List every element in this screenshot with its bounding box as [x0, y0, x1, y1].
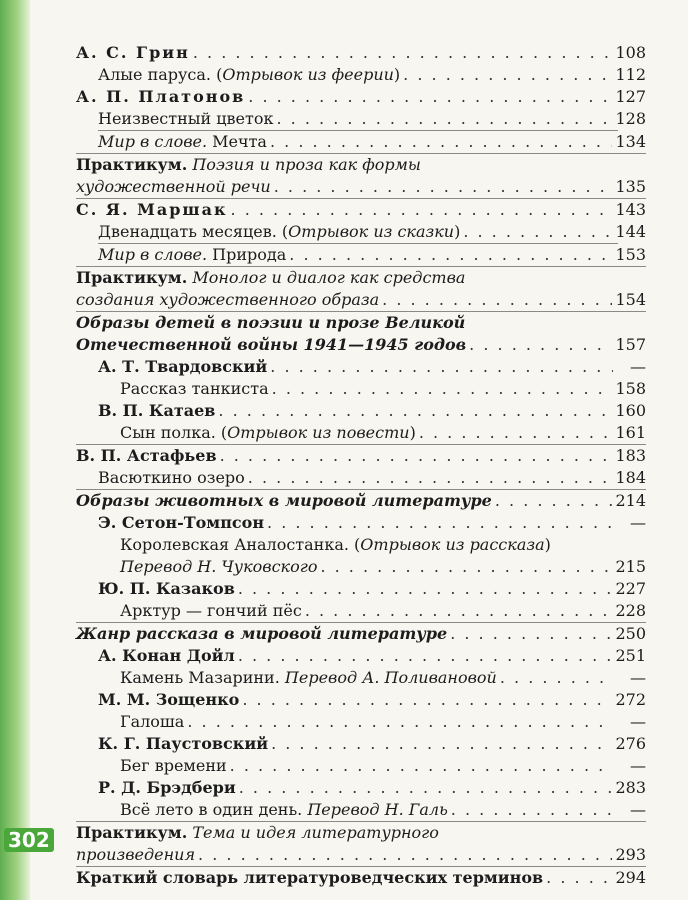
- toc-entry-beg-vremeni[interactable]: [76, 755, 646, 777]
- entry-page: 276: [615, 734, 646, 753]
- leader-dots: [220, 445, 613, 467]
- entry-page: 143: [615, 200, 646, 219]
- toc-entry-praktikum-tema-line1[interactable]: Практикум. Тема и идея литературного: [76, 823, 439, 842]
- entry-page: 157: [615, 335, 646, 354]
- entry-page: —: [630, 357, 646, 376]
- toc-entry-korolevskaya-analostanka[interactable]: [76, 556, 646, 578]
- leader-dots: [546, 867, 612, 889]
- entry-page: 250: [615, 624, 646, 643]
- leader-dots: [305, 600, 613, 622]
- entry-author: К. Г. Паустовский: [98, 734, 269, 753]
- entry-page: 283: [615, 778, 646, 797]
- entry-page: 214: [615, 491, 646, 510]
- leader-dots: [218, 400, 612, 422]
- entry-title: Отечественной войны 1941—1945 годов: [76, 335, 467, 354]
- leader-dots: [193, 42, 613, 64]
- entry-page: —: [630, 800, 646, 819]
- leader-dots: [382, 289, 612, 311]
- entry-author: В. П. Астафьев: [76, 446, 217, 465]
- entry-author: А. С. Грин: [76, 43, 190, 62]
- entry-author: Ю. П. Казаков: [98, 579, 235, 598]
- entry-title: Мир в слове. Мечта: [98, 132, 267, 151]
- entry-title: Всё лето в один день. Перевод Н. Галь: [120, 800, 448, 819]
- entry-page: 183: [615, 446, 646, 465]
- entry-page: 128: [615, 109, 646, 128]
- entry-page: 251: [615, 646, 646, 665]
- leader-dots: [270, 356, 613, 378]
- entry-page: 294: [615, 868, 646, 887]
- entry-title: Камень Мазарини. Перевод А. Поливановой: [120, 668, 497, 687]
- entry-page: 154: [615, 290, 646, 309]
- toc-entry-conan-doyle[interactable]: [76, 645, 646, 667]
- entry-title: Мир в слове. Природа: [98, 245, 287, 264]
- entry-author: С. Я. Маршак: [76, 200, 228, 219]
- leader-dots: [248, 86, 612, 108]
- leader-dots: [495, 490, 613, 512]
- entry-author: А. Конан Дойл: [98, 646, 235, 665]
- entry-page: 215: [615, 557, 646, 576]
- toc-entry-praktikum-poeziya[interactable]: [76, 176, 646, 198]
- leader-dots: [270, 131, 612, 153]
- entry-title: Двенадцать месяцев. (Отрывок из сказки): [98, 222, 461, 241]
- toc-entry-kataev[interactable]: [76, 400, 646, 422]
- toc-entry-arktur[interactable]: [76, 600, 646, 622]
- toc-entry-praktikum-poeziya-line1[interactable]: Практикум. Поэзия и проза как формы: [76, 155, 421, 174]
- entry-title: Сын полка. (Отрывок из повести): [120, 423, 416, 442]
- toc-entry-seton-thompson[interactable]: [76, 512, 646, 534]
- toc-entry-mir-v-slove-priroda[interactable]: [76, 244, 646, 266]
- toc-entry-praktikum-tema[interactable]: [76, 844, 646, 866]
- leader-dots: [238, 645, 613, 667]
- entry-page: 184: [615, 468, 646, 487]
- toc-entry-astafiev[interactable]: [76, 445, 646, 467]
- section-heading-zhanr-rasskaza[interactable]: [76, 623, 646, 645]
- leader-dots: [274, 176, 613, 198]
- toc-entry-kazakov[interactable]: [76, 578, 646, 600]
- entry-page: —: [630, 513, 646, 532]
- toc-entry-rasskaz-tankista[interactable]: [76, 378, 646, 400]
- entry-page: 161: [615, 423, 646, 442]
- leader-dots: [248, 467, 613, 489]
- leader-dots: [239, 777, 613, 799]
- green-page-edge: [0, 0, 30, 900]
- toc-entry-grin[interactable]: [76, 42, 646, 64]
- leader-dots: [272, 378, 613, 400]
- leader-dots: [450, 623, 612, 645]
- toc-entry-bradbury[interactable]: [76, 777, 646, 799]
- leader-dots: [231, 199, 613, 221]
- toc-entry-praktikum-monolog[interactable]: [76, 289, 646, 311]
- leader-dots: [500, 667, 613, 689]
- leader-dots: [242, 689, 612, 711]
- entry-title: художественной речи: [76, 177, 271, 196]
- entry-title: Рассказ танкиста: [120, 379, 269, 398]
- entry-page: 135: [615, 177, 646, 196]
- entry-page: —: [630, 712, 646, 731]
- leader-dots: [198, 844, 612, 866]
- toc-entry-mir-v-slove-mechta[interactable]: [76, 131, 646, 153]
- entry-title: Бег времени: [120, 756, 227, 775]
- entry-title: Арктур — гончий пёс: [120, 601, 302, 620]
- entry-author: М. М. Зощенко: [98, 690, 240, 709]
- entry-page: —: [630, 756, 646, 775]
- entry-page: 108: [615, 43, 646, 62]
- page-number: 302: [4, 828, 54, 852]
- entry-page: 112: [615, 65, 646, 84]
- entry-title: Васюткино озеро: [98, 468, 245, 487]
- entry-page: 272: [615, 690, 646, 709]
- section-heading-obrazy-detey-line1[interactable]: Образы детей в поэзии и прозе Великой: [76, 313, 466, 332]
- entry-author: А. П. Платонов: [76, 87, 246, 106]
- toc-entry-syn-polka[interactable]: [76, 422, 646, 444]
- entry-title: Краткий словарь литературоведческих терминов: [76, 868, 544, 887]
- entry-title: Алые паруса. (Отрывок из феерии): [98, 65, 401, 84]
- leader-dots: [463, 221, 612, 243]
- leader-dots: [187, 711, 613, 733]
- toc-entry-zoshchenko[interactable]: [76, 689, 646, 711]
- entry-author: А. Т. Твардовский: [98, 357, 268, 376]
- entry-title: создания художественного образа: [76, 290, 380, 309]
- leader-dots: [277, 108, 613, 130]
- entry-page: 293: [615, 845, 646, 864]
- toc-entry-galosha[interactable]: [76, 711, 646, 733]
- toc-entry-kamen-mazarini[interactable]: [76, 667, 646, 689]
- leader-dots: [451, 799, 613, 821]
- toc-entry-neizvestny-cvetok[interactable]: [76, 108, 646, 130]
- toc-entry-vasyutkino-ozero[interactable]: [76, 467, 646, 489]
- leader-dots: [419, 422, 613, 444]
- entry-author: Э. Сетон-Томпсон: [98, 513, 265, 532]
- entry-page: 144: [615, 222, 646, 241]
- entry-page: 153: [615, 245, 646, 264]
- toc-entry-korolevskaya-analostanka-line1[interactable]: Королевская Аналостанка. (Отрывок из рассказа): [120, 535, 551, 554]
- entry-author: Р. Д. Брэдбери: [98, 778, 236, 797]
- entry-page: 227: [615, 579, 646, 598]
- entry-title: Образы животных в мировой литературе: [76, 491, 492, 510]
- leader-dots: [271, 733, 612, 755]
- entry-title: Неизвестный цветок: [98, 109, 274, 128]
- entry-page: —: [630, 668, 646, 687]
- toc-entry-marshak[interactable]: [76, 199, 646, 221]
- leader-dots: [403, 64, 612, 86]
- entry-page: 228: [615, 601, 646, 620]
- toc-entry-alye-parusa[interactable]: [76, 64, 646, 86]
- leader-dots: [469, 334, 612, 356]
- entry-page: 127: [615, 87, 646, 106]
- toc-entry-vsyo-leto[interactable]: [76, 799, 646, 821]
- entry-title: Жанр рассказа в мировой литературе: [76, 624, 448, 643]
- entry-title: Галоша: [120, 712, 185, 731]
- table-of-contents: [76, 42, 646, 889]
- entry-title: произведения: [76, 845, 196, 864]
- entry-title: Перевод Н. Чуковского: [120, 557, 318, 576]
- entry-page: 158: [615, 379, 646, 398]
- toc-entry-tvardovsky[interactable]: [76, 356, 646, 378]
- leader-dots: [320, 556, 612, 578]
- section-heading-obrazy-zhivotnyh[interactable]: [76, 490, 646, 512]
- leader-dots: [238, 578, 613, 600]
- toc-entry-dvenadcat-mesyacev[interactable]: [76, 221, 646, 243]
- section-heading-obrazy-detey[interactable]: [76, 334, 646, 356]
- leader-dots: [230, 755, 613, 777]
- toc-entry-platonov[interactable]: [76, 86, 646, 108]
- entry-page: 160: [615, 401, 646, 420]
- entry-page: 134: [615, 132, 646, 151]
- entry-author: В. П. Катаев: [98, 401, 216, 420]
- toc-entry-paustovsky[interactable]: [76, 733, 646, 755]
- toc-entry-praktikum-monolog-line1[interactable]: Практикум. Монолог и диалог как средства: [76, 268, 466, 287]
- toc-entry-slovar[interactable]: [76, 867, 646, 889]
- leader-dots: [289, 244, 612, 266]
- leader-dots: [267, 512, 613, 534]
